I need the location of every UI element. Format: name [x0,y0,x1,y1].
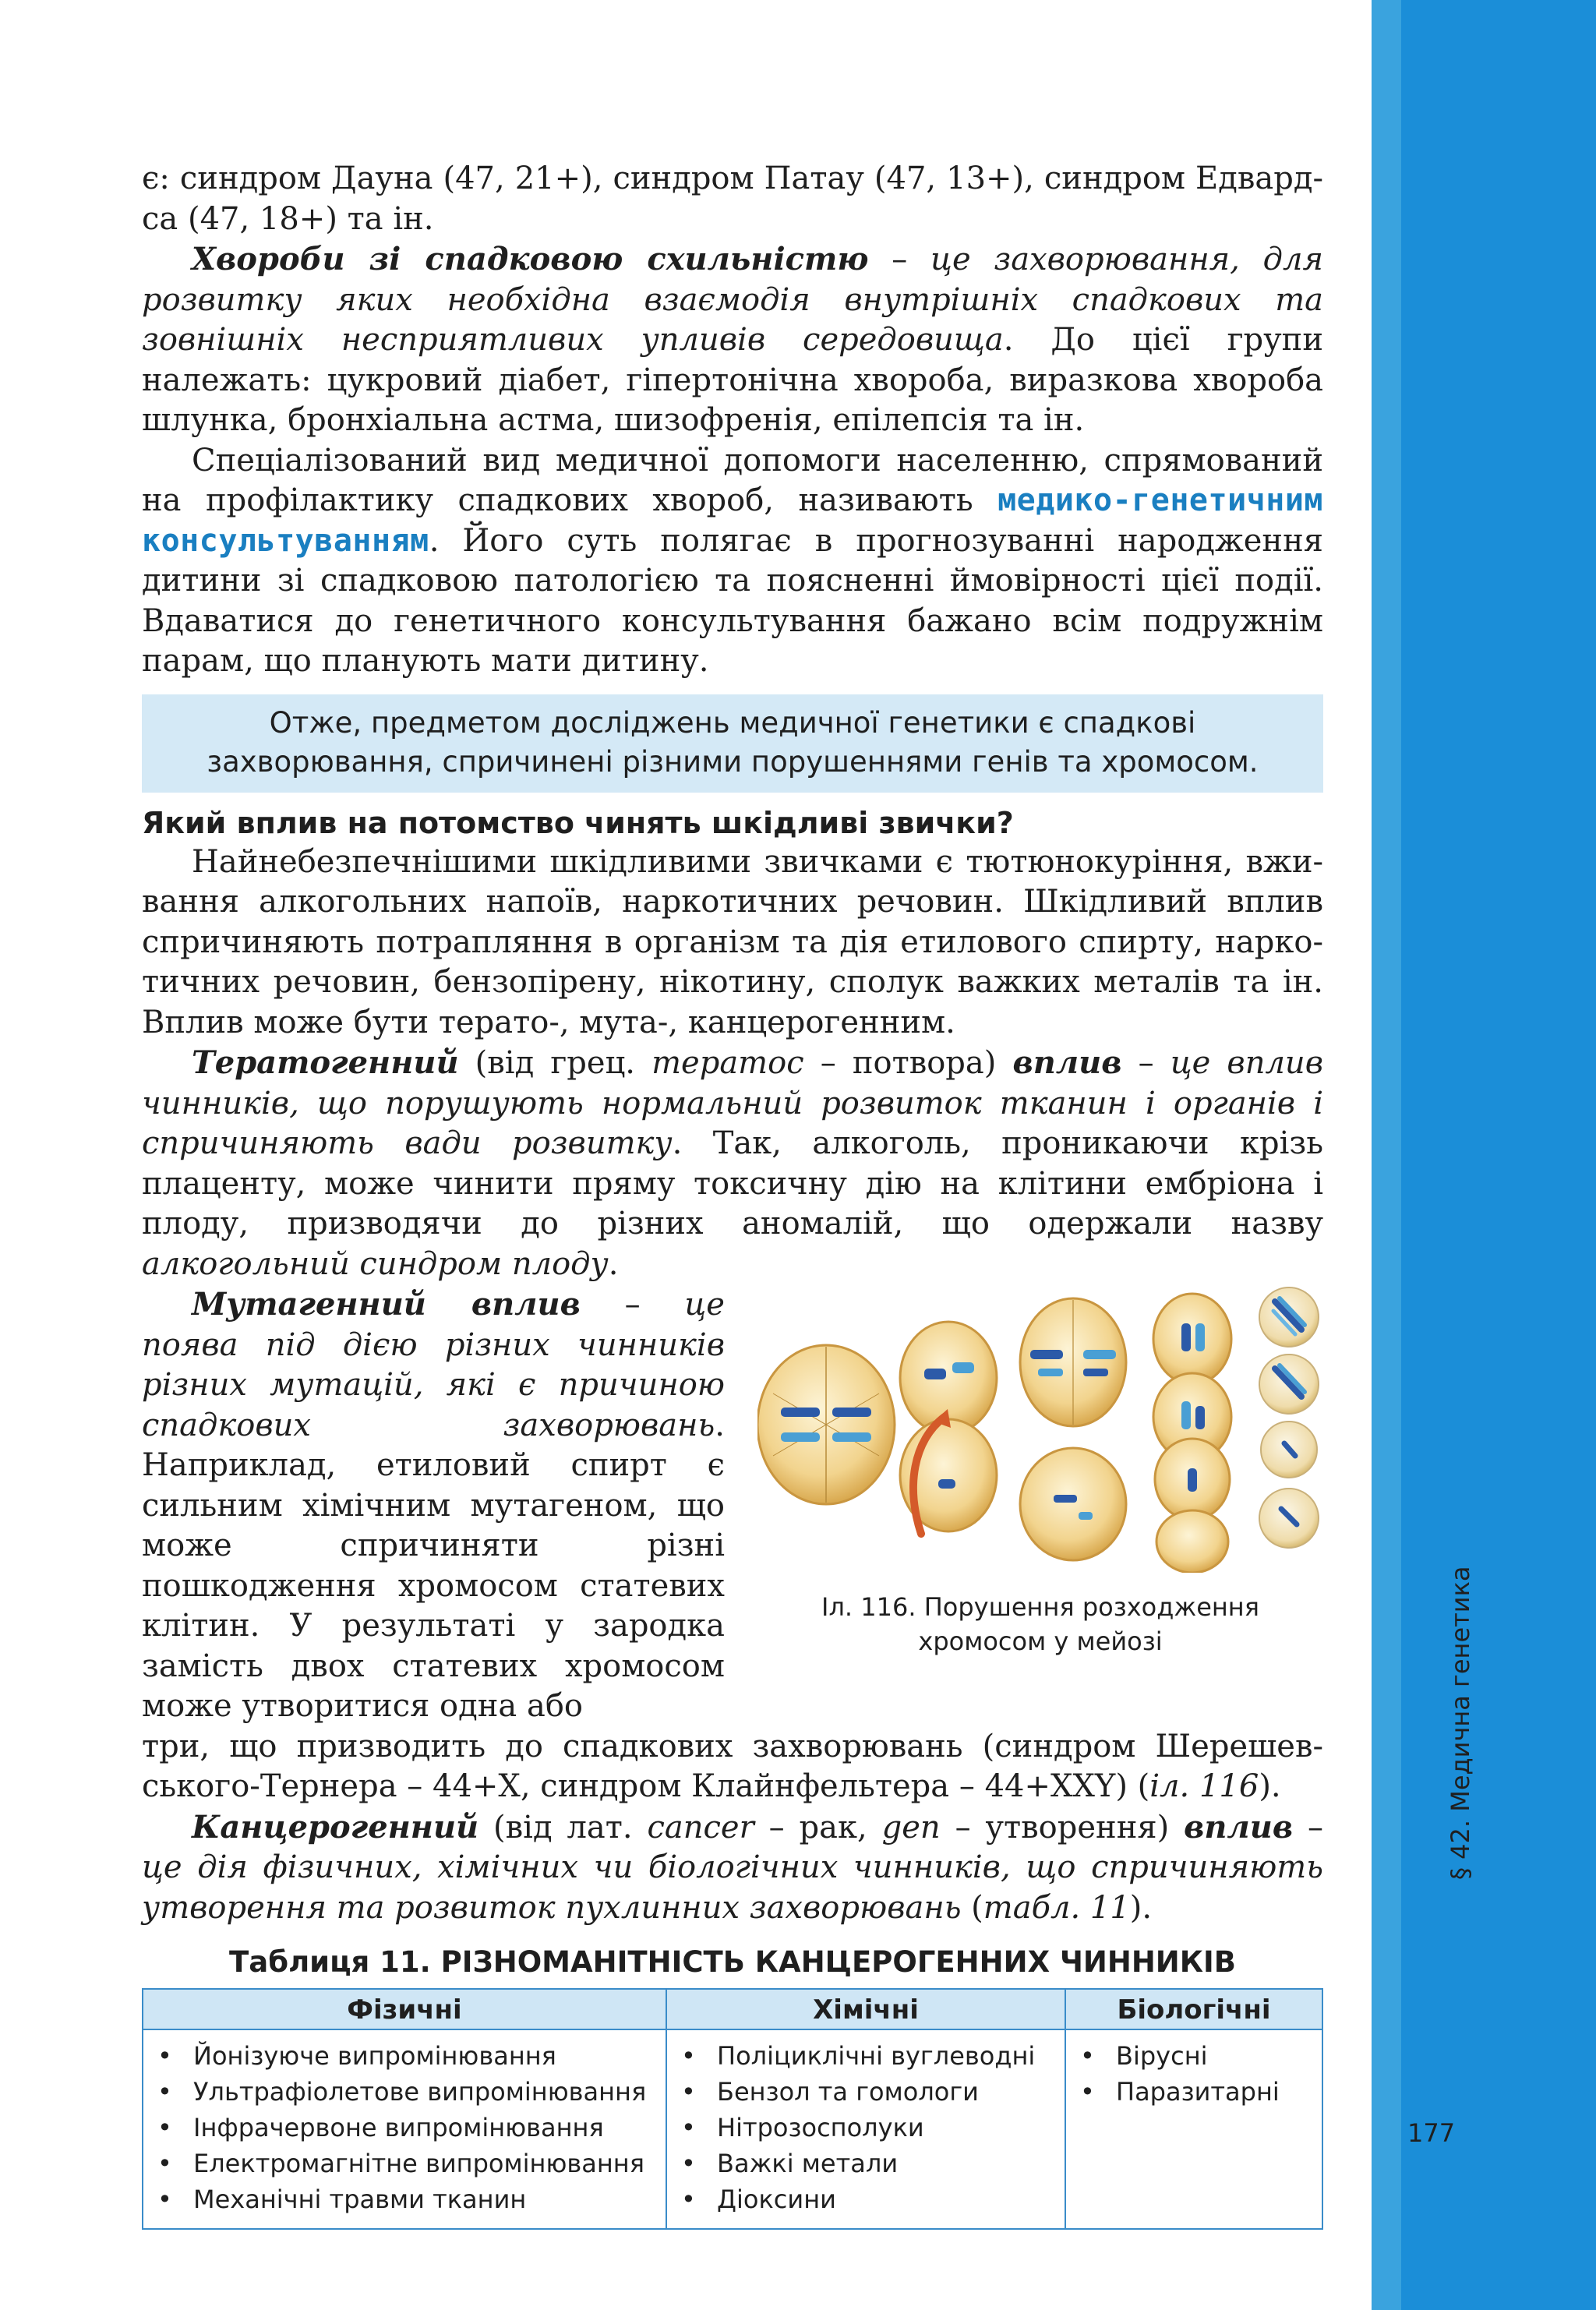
gamete-icon [1259,1287,1319,1347]
cell-icon [900,1322,997,1534]
carcinogen-table [142,1988,1323,2230]
cell-chemical [666,2029,1065,2229]
paragraph-mutagenic [142,1284,725,1727]
cell-biological [1065,2029,1322,2229]
text: – рак, [754,1809,882,1846]
cell-icon [1020,1448,1126,1560]
caption-line: хромосом у мейозі [918,1627,1163,1656]
table-header-row [143,1989,1322,2029]
gamete-icon [1261,1422,1317,1478]
paragraph-carcinogenic [142,1807,1323,1929]
definition-mutagenic: це поява під дією різних чинників різних мутацій, які є причиною спадкових захворювань [142,1287,725,1443]
main-content [142,159,1323,2230]
figure-reference: іл. 116 [1149,1768,1259,1804]
text-counseling-details: . Його суть полягає в прогнозуванні народження дитини зі спадковою патологією та поясненні ймовірності цієї події. Вдаватися до генетичного консультування бажано всім подружнім парам, що планують мати дитину. [142,522,1323,679]
cell-icon [1155,1439,1230,1573]
cell-physical [143,2029,666,2229]
cell-icon [1153,1294,1231,1461]
text: . Так, алкоголь, проникаючи крізь плаценту, може чинити пряму токсичну дію на клітини ембріона і плоду, призводячи до різних аномалій, що одержали назву [142,1125,1323,1242]
text: – утворення) [940,1809,1185,1846]
dash: – [1121,1045,1171,1081]
paragraph-counseling [142,441,1323,682]
meiosis-illustration [757,1284,1323,1573]
cell-icon [757,1345,895,1504]
paragraph-mutagenic-continuation [142,1727,1323,1807]
list-item: • Паразитарні [1077,2074,1311,2110]
paragraph-harmful-habits: Найнебезпечнішими шкідливими звичками є тютюнокуріння, вживання алкогольних напоїв, наркотичних речовин. Шкідливий вплив спричиняють потрапляння в організм та дія етилового спирту, наркотичних речовин, бензопірену, нікотину, сполук важких металів та ін. Вплив може бути терато-, мута-, канцерогенним. [142,843,1323,1040]
list-item: • Вірусні [1077,2038,1311,2074]
biological-list [1077,2038,1311,2110]
latin-word: cancer [647,1809,754,1846]
gamete-icon [1259,1355,1319,1414]
list-item: • Діоксини [678,2181,1054,2217]
cell-icon [1020,1298,1126,1426]
paragraph-teratogenic [142,1043,1323,1284]
dash: – [868,242,931,277]
text: – потвора) [803,1045,1013,1081]
definition-teratogenic: це вплив чинників, що порушують нормальний розвиток тканин і органів і спричиняють вади розвитку [142,1045,1323,1161]
definition-carcinogenic: це дія фізичних, хімічних чи біологічних чинників, що спричиняють утворення та розвиток пухлинних захворювань [142,1849,1323,1926]
section-label [1446,1849,1475,1880]
page-edge-sidebar [1372,0,1596,2310]
term-fetal-alcohol-syndrome: алкогольний синдром плоду [142,1245,609,1282]
dash: – [580,1287,685,1323]
figure-116 [757,1284,1323,1658]
text: три, що призводить до спадкових захворювань (синдром Шерешевського-Тернера – 44+X, синдром Клайнфельтера – 44+XXY) ( [142,1728,1323,1804]
column-header-physical: Фізичні [143,1989,666,2029]
text: (від лат. [478,1809,648,1846]
caption-line: Іл. 116. Порушення розходження [821,1592,1259,1622]
list-item: • Інфрачервоне випромінювання [154,2110,655,2146]
text: (від грец. [458,1045,652,1081]
figure-caption [757,1590,1323,1658]
list-item: • Нітрозосполуки [678,2110,1054,2146]
table-title: Таблиця 11. РІЗНОМАНІТНІСТЬ КАНЦЕРОГЕННИХ ЧИННИКІВ [229,1945,1236,1979]
list-item: • Поліциклічні вуглеводні [678,2038,1054,2074]
term-influence: вплив [1012,1044,1122,1081]
term-influence: вплив [1184,1808,1294,1846]
list-item: • Електромагнітне випромінювання [154,2146,655,2181]
greek-word: тератос [651,1045,804,1081]
sidebar-stripe-dark [1401,0,1596,2310]
physical-list [154,2038,655,2217]
list-item: • Йонізуюче випромінювання [154,2038,655,2074]
paragraph-syndromes: є: синдром Дауна (47, 21+), синдром Патау (47, 13+), синдром Едвардса (47, 18+) та ін. [142,161,1323,237]
definition-predisposition: це захворювання, для розвитку яких необхідна взаємодія внутрішніх спадкових та зовнішніх несприятливих упливів середовища [142,242,1323,358]
term-genetic-counseling: медико-генетичним консультуванням [142,482,1323,559]
gamete-icon [1259,1489,1319,1548]
table-reference: табл. 11 [983,1889,1130,1926]
list-item: • Ультрафіолетове випромінювання [154,2074,655,2110]
column-header-chemical: Хімічні [666,1989,1065,2029]
term-teratogenic: Тератогенний [192,1044,459,1081]
text: ( [961,1889,983,1926]
column-header-biological: Біологічні [1065,1989,1322,2029]
text: . [608,1245,619,1282]
term-carcinogenic: Канцерогенний [192,1808,479,1846]
text: . Наприклад, етиловий спирт є сильним хімічним мутагеном, що може спричиняти різні пошкодження хромосом статевих клітин. У результаті у зародка замість двох статевих хромосом може утворитися одна або [142,1407,725,1724]
paragraph-predisposition [142,239,1323,441]
latin-word: gen [881,1809,941,1846]
mutagenic-section [142,1284,1323,1727]
list-item: • Важкі метали [678,2146,1054,2181]
sidebar-stripe-light [1372,0,1401,2310]
section-heading: Який вплив на потомство чинять шкідливі звички? [142,805,1014,840]
mutagenic-text-column [142,1284,725,1727]
chemical-list [678,2038,1054,2217]
list-item: • Бензол та гомологи [678,2074,1054,2110]
summary-box: Отже, предметом досліджень медичної генетики є спадкові захворювання, спричинені різними порушеннями генів та хромосом. [142,694,1323,793]
text-counseling-intro: Спеціалізований вид медичної допомоги населенню, спрямований на профілактику спадкових хвороб, називають [142,442,1323,518]
page-number: 177 [1407,2118,1456,2148]
text: ). [1129,1889,1153,1926]
text-predisposition-examples: . До цієї групи належать: цукровий діабет, гіпертонічна хвороба, виразкова хвороба шлунка, бронхіальна астма, шизофренія, епілепсія та ін. [142,322,1323,438]
dash: – [1293,1809,1324,1846]
list-item: • Механічні травми тканин [154,2181,655,2217]
term-mutagenic: Мутагенний вплив [192,1286,581,1323]
table-row [143,2029,1322,2229]
term-predisposition: Хвороби зі спадковою схильністю [192,241,869,277]
text: ). [1259,1768,1281,1804]
